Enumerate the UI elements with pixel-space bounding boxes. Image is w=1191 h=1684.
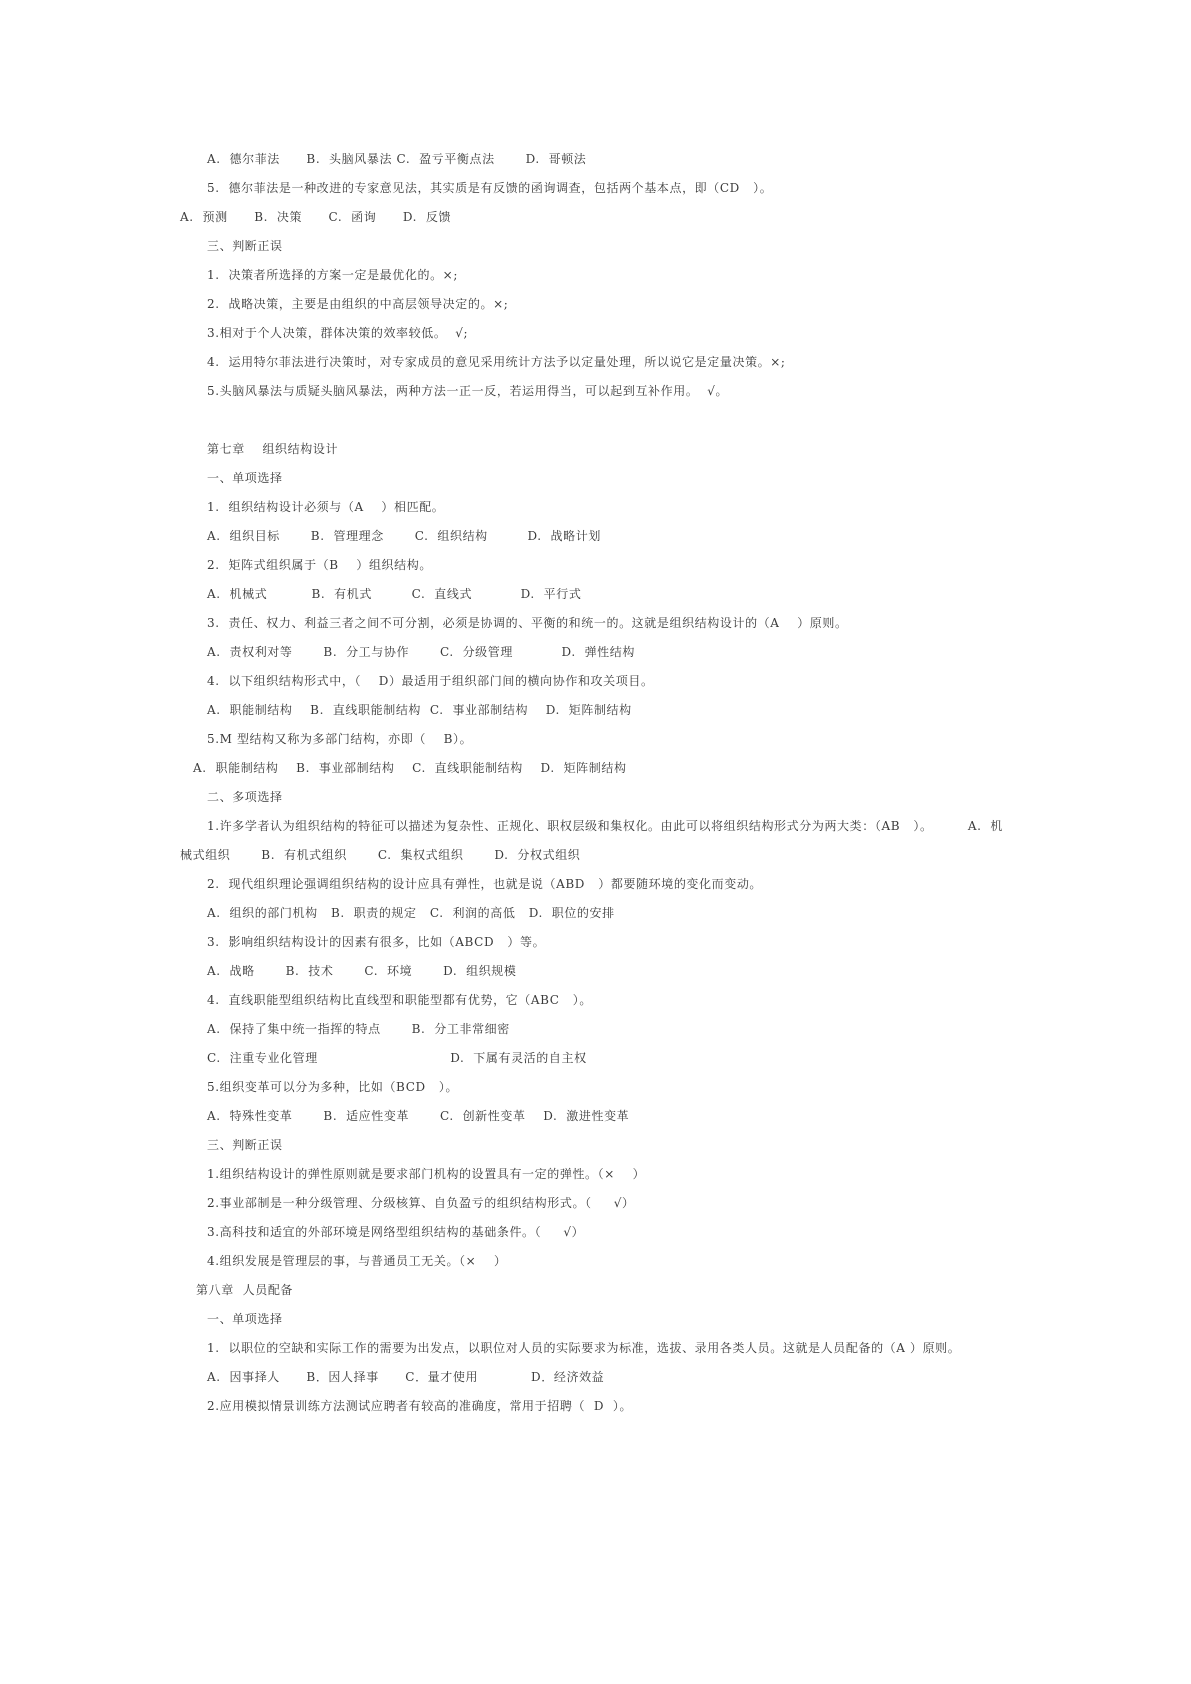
c7-q4: 4. 以下组织结构形式中，（ D）最适用于组织部门间的横向协作和攻关项目。 [207, 674, 654, 688]
tf-item-2: 2. 战略决策，主要是由组织的中高层领导决定的。×; [207, 297, 509, 311]
c7-m4: 4. 直线职能型组织结构比直线型和职能型都有优势，它（ABC ）。 [207, 993, 593, 1007]
chapter-8-heading: 第八章 人员配备 [196, 1283, 294, 1297]
c7-m5-options: A. 特殊性变革 B. 适应性变革 C. 创新性变革 D. 激进性变革 [207, 1109, 630, 1123]
section-true-false-2: 三、判断正误 [207, 1138, 283, 1152]
c7-m3-options: A. 战略 B. 技术 C. 环境 D. 组织规模 [207, 964, 517, 978]
c7-tf-3: 3.高科技和适宜的外部环境是网络型组织结构的基础条件。（ √） [207, 1225, 585, 1239]
section-multi-choice: 二、多项选择 [207, 790, 283, 804]
tf-item-4: 4. 运用特尔菲法进行决策时，对专家成员的意见采用统计方法予以定量处理，所以说它是定量决策。×; [207, 355, 786, 369]
q5-question: 5. 德尔菲法是一种改进的专家意见法，其实质是有反馈的函询调查，包括两个基本点，即（CD ）。 [207, 181, 773, 195]
c7-q4-options: A. 职能制结构 B. 直线职能制结构 C. 事业部制结构 D. 矩阵制结构 [207, 703, 632, 717]
c7-m2-options: A. 组织的部门机构 B. 职责的规定 C. 利润的高低 D. 职位的安排 [207, 906, 615, 920]
chapter-7-heading: 第七章 组织结构设计 [207, 442, 339, 456]
c7-q3-options: A. 责权利对等 B. 分工与协作 C. 分级管理 D. 弹性结构 [207, 645, 635, 659]
c7-tf-4: 4.组织发展是管理层的事，与普通员工无关。（× ） [207, 1254, 507, 1268]
c7-m4-options-cd: C. 注重专业化管理 D. 下属有灵活的自主权 [207, 1051, 587, 1065]
c8-q1-options: A. 因事择人 B．因人择事 C．量才使用 D．经济效益 [207, 1370, 605, 1384]
c7-q1: 1. 组织结构设计必须与（A ）相匹配。 [207, 500, 445, 514]
section-single-choice-2: 一、单项选择 [207, 1312, 283, 1326]
c7-m5: 5.组织变革可以分为多种，比如（BCD ）。 [207, 1080, 459, 1094]
tf-item-3: 3.相对于个人决策，群体决策的效率较低。 √; [207, 326, 469, 340]
c7-tf-2: 2.事业部制是一种分级管理、分级核算、自负盈亏的组织结构形式。（ √） [207, 1196, 635, 1210]
tf-item-1: 1. 决策者所选择的方案一定是最优化的。×; [207, 268, 458, 282]
section-true-false: 三、判断正误 [207, 239, 283, 253]
c7-q1-options: A. 组织目标 B. 管理理念 C. 组织结构 D. 战略计划 [207, 529, 601, 543]
c7-q5: 5.M 型结构又称为多部门结构，亦即（ B）。 [207, 732, 473, 746]
c7-m3: 3. 影响组织结构设计的因素有很多，比如（ABCD ）等。 [207, 935, 546, 949]
c7-q3: 3. 责任、权力、利益三者之间不可分割，必须是协调的、平衡的和统一的。这就是组织结构设计的（A ）原则。 [207, 616, 848, 630]
c7-q2-options: A. 机械式 B. 有机式 C. 直线式 D. 平行式 [207, 587, 582, 601]
q5-options: A. 预测 B. 决策 C. 函询 D. 反馈 [180, 210, 452, 224]
tf-item-5: 5.头脑风暴法与质疑头脑风暴法，两种方法一正一反，若运用得当，可以起到互补作用。 √。 [207, 384, 729, 398]
c7-q5-options: A. 职能制结构 B. 事业部制结构 C. 直线职能制结构 D. 矩阵制结构 [193, 761, 627, 775]
c7-m4-options-ab: A. 保持了集中统一指挥的特点 B. 分工非常细密 [207, 1022, 510, 1036]
c8-q2: 2.应用模拟情景训练方法测试应聘者有较高的准确度，常用于招聘（ D ）。 [207, 1399, 633, 1413]
c7-q2: 2. 矩阵式组织属于（B ）组织结构。 [207, 558, 432, 572]
c7-tf-1: 1.组织结构设计的弹性原则就是要求部门机构的设置具有一定的弹性。（× ） [207, 1167, 646, 1181]
q4-options: A. 德尔菲法 B. 头脑风暴法 C. 盈亏平衡点法 D. 哥顿法 [207, 152, 587, 166]
c7-m2: 2. 现代组织理论强调组织结构的设计应具有弹性，也就是说（ABD ）都要随环境的变化而变动。 [207, 877, 763, 891]
c8-q1: 1. 以职位的空缺和实际工作的需要为出发点，以职位对人员的实际要求为标准，选拔、录用各类人员。这就是人员配备的（A ）原则。 [207, 1341, 961, 1355]
section-single-choice: 一、单项选择 [207, 471, 283, 485]
c7-m1-options: 械式组织 B. 有机式组织 C. 集权式组织 D. 分权式组织 [180, 848, 581, 862]
c7-m1: 1.许多学者认为组织结构的特征可以描述为复杂性、正规化、职权层级和集权化。由此可以将组织结构形式分为两大类：（AB ）。 A. 机 [207, 819, 1004, 833]
